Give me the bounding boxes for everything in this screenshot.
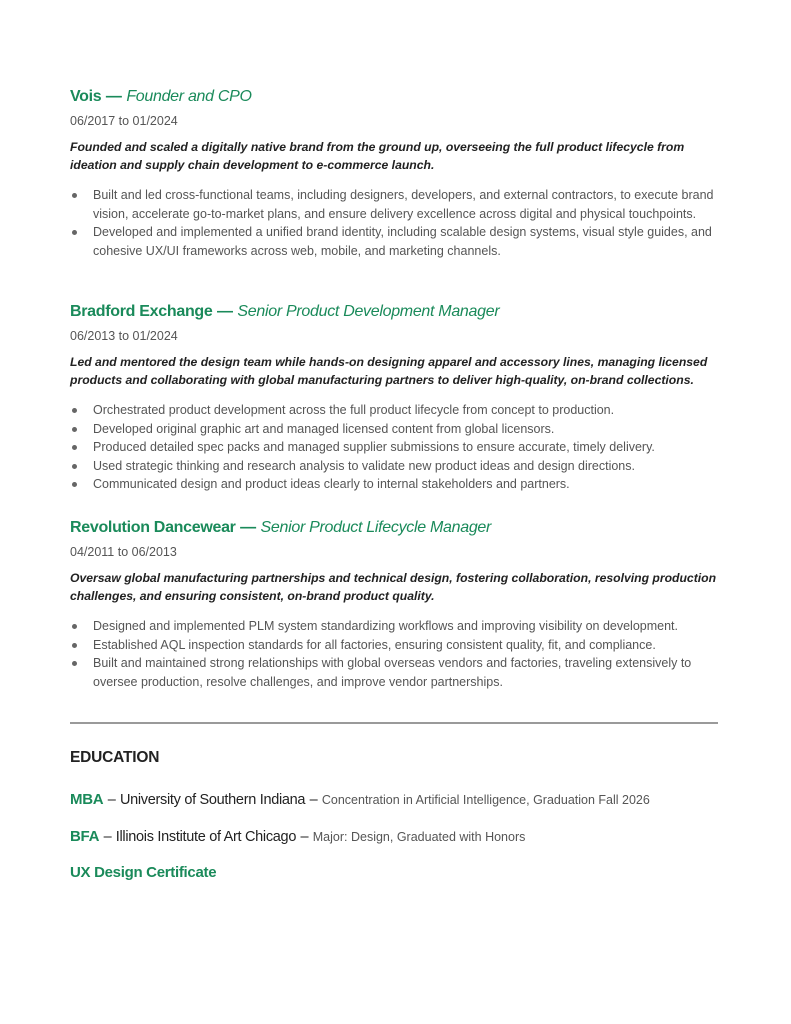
job-bullets xyxy=(70,401,720,494)
bullet-item: Orchestrated product development across the full product lifecycle from concept to production. xyxy=(70,401,720,420)
job-summary: Led and mentored the design team while hands-on designing apparel and accessory lines, managing licensed products and collaborating with global manufacturing partners to deliver high-quality, on-brand collections. xyxy=(70,355,708,387)
bullet-item: Built and maintained strong relationships with global overseas vendors and factories, traveling extensively to oversee production, resolve challenges, and improve vendor partnerships. xyxy=(70,654,720,691)
bullet-item: Designed and implemented PLM system standardizing workflows and improving visibility on development. xyxy=(70,617,720,636)
job-heading xyxy=(70,518,720,538)
job-bullets xyxy=(70,186,720,260)
education-heading: EDUCATION xyxy=(70,749,160,766)
detail-separator: – xyxy=(300,829,309,845)
education-item-bfa xyxy=(70,827,525,847)
bullet-item: Produced detailed spec packs and managed supplier submissions to ensure accurate, timely delivery. xyxy=(70,438,720,457)
job-role: Senior Product Development Manager xyxy=(237,303,500,320)
bullet-item: Developed original graphic art and managed licensed content from global licensors. xyxy=(70,420,720,439)
job-dates: 06/2013 to 01/2024 xyxy=(70,329,178,343)
heading-separator: — xyxy=(240,519,257,536)
job-role: Founder and CPO xyxy=(126,88,252,105)
detail-separator: – xyxy=(309,792,318,808)
school-name: Illinois Institute of Art Chicago xyxy=(115,829,297,845)
job-entry-revolution-dancewear xyxy=(70,518,720,691)
heading-separator: — xyxy=(105,88,122,105)
job-summary: Founded and scaled a digitally native brand from the ground up, overseeing the full product lifecycle from ideation and supply chain development to e-commerce launch. xyxy=(70,140,685,172)
bullet-item: Developed and implemented a unified brand identity, including scalable design systems, visual style guides, and cohesive UX/UI frameworks across web, mobile, and marketing channels. xyxy=(70,223,720,260)
bullet-item: Used strategic thinking and research analysis to validate new product ideas and design directions. xyxy=(70,457,720,476)
section-divider xyxy=(70,722,718,724)
job-entry-bradford-exchange xyxy=(70,302,720,494)
degree-name: BFA xyxy=(70,828,100,845)
company-name: Revolution Dancewear xyxy=(70,519,236,536)
job-dates: 06/2017 to 01/2024 xyxy=(70,114,178,128)
degree-detail: Major: Design, Graduated with Honors xyxy=(312,830,526,844)
education-item-ux-certificate xyxy=(70,863,216,883)
school-separator: – xyxy=(107,792,116,808)
heading-separator: — xyxy=(216,303,233,320)
school-separator: – xyxy=(103,829,112,845)
job-bullets xyxy=(70,617,720,691)
bullet-item: Communicated design and product ideas clearly to internal stakeholders and partners. xyxy=(70,475,720,494)
job-heading xyxy=(70,87,720,107)
job-entry-vois xyxy=(70,87,720,260)
degree-name: UX Design Certificate xyxy=(70,864,217,881)
job-summary: Oversaw global manufacturing partnerships and technical design, fostering collaboration, resolving production challenges, and ensuring consistent, on-brand product quality. xyxy=(70,571,717,603)
job-role: Senior Product Lifecycle Manager xyxy=(260,519,492,536)
bullet-item: Built and led cross-functional teams, including designers, developers, and external contractors, to execute brand vision, accelerate go-to-market plans, and ensure delivery excellence across digital and physical touchpoints. xyxy=(70,186,720,223)
education-item-mba xyxy=(70,790,650,810)
bullet-item: Established AQL inspection standards for all factories, ensuring consistent quality, fit, and compliance. xyxy=(70,636,720,655)
job-dates: 04/2011 to 06/2013 xyxy=(70,545,177,559)
company-name: Bradford Exchange xyxy=(70,303,213,320)
degree-name: MBA xyxy=(70,791,104,808)
degree-detail: Concentration in Artificial Intelligence, Graduation Fall 2026 xyxy=(321,793,650,807)
job-heading xyxy=(70,302,720,322)
school-name: University of Southern Indiana xyxy=(119,792,306,808)
company-name: Vois xyxy=(70,88,102,105)
